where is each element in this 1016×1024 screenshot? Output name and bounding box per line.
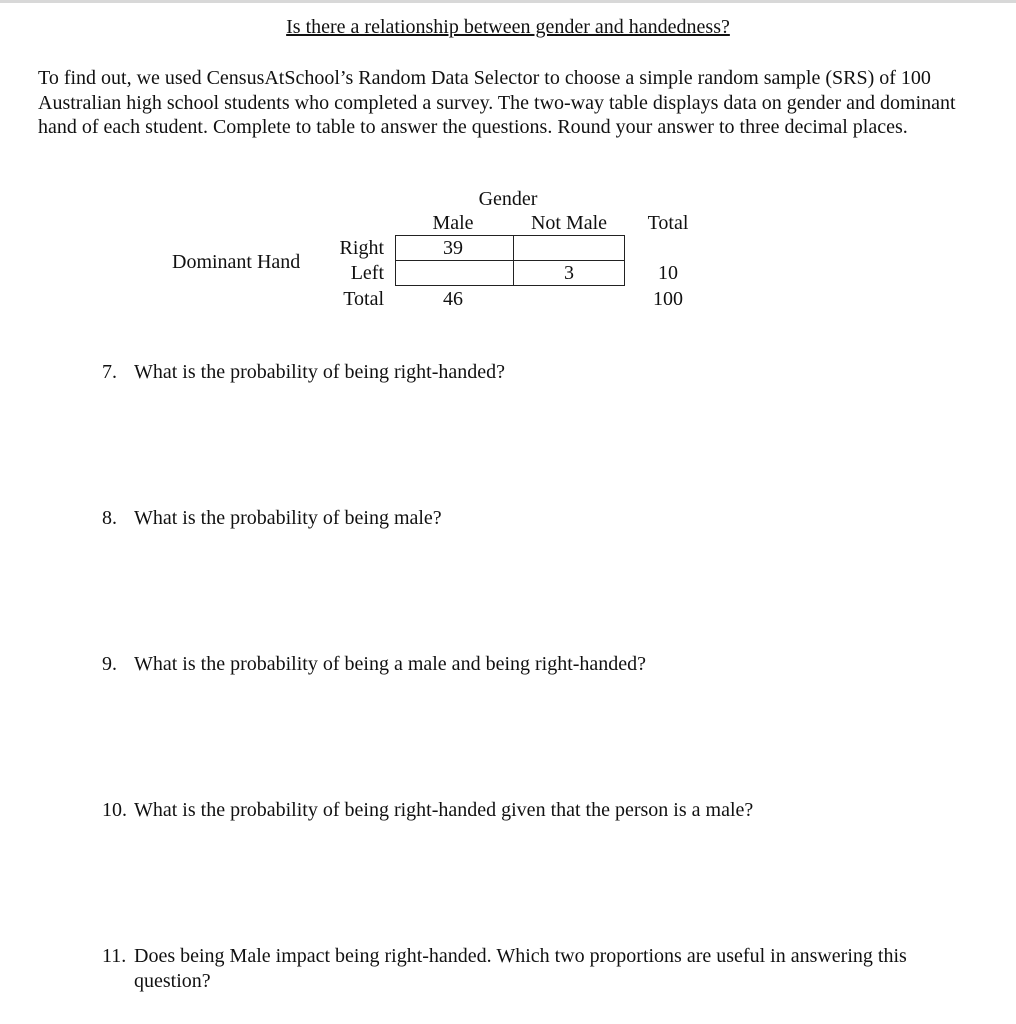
row-group-header: Dominant Hand bbox=[172, 251, 301, 273]
question-number: 11. bbox=[102, 945, 127, 967]
value-left-total: 10 bbox=[658, 262, 678, 284]
question-number: 10. bbox=[102, 799, 127, 821]
question-10 bbox=[102, 798, 972, 823]
question-text: Does being Male impact being right-handed. Which two proportions are useful in answering this question? bbox=[134, 945, 907, 992]
value-total-male: 46 bbox=[443, 288, 463, 310]
intro-paragraph: To find out, we used CensusAtSchool’s Random Data Selector to choose a simple random sample (SRS) of 100 Australian high school students who completed a survey. The two-way table displays data on gender and dominant hand of each student. Complete to table to answer the questions. Round your answer to three decimal places. bbox=[38, 67, 956, 138]
question-number: 9. bbox=[102, 653, 117, 675]
top-border bbox=[0, 0, 1016, 3]
cell-left-male-box[interactable] bbox=[395, 260, 514, 286]
value-right-male: 39 bbox=[443, 237, 463, 259]
column-header-total: Total bbox=[647, 212, 689, 234]
page-title: Is there a relationship between gender and handedness? bbox=[286, 16, 730, 38]
question-number: 7. bbox=[102, 361, 117, 383]
column-header-not-male: Not Male bbox=[530, 212, 608, 234]
question-number: 8. bbox=[102, 507, 117, 529]
question-text: What is the probability of being a male and being right-handed? bbox=[134, 653, 647, 675]
question-11 bbox=[102, 944, 972, 994]
value-left-not-male: 3 bbox=[564, 262, 574, 284]
cell-right-not-male-box[interactable] bbox=[513, 235, 625, 261]
question-text: What is the probability of being right-handed given that the person is a male? bbox=[134, 799, 754, 821]
row-label-left: Left bbox=[350, 262, 384, 284]
question-text: What is the probability of being male? bbox=[134, 507, 442, 529]
column-group-header: Gender bbox=[478, 188, 538, 210]
column-header-male: Male bbox=[432, 212, 474, 234]
question-8 bbox=[102, 506, 972, 531]
question-text: What is the probability of being right-handed? bbox=[134, 361, 506, 383]
row-label-right: Right bbox=[339, 237, 384, 259]
row-label-total: Total bbox=[343, 288, 384, 310]
value-total-total: 100 bbox=[653, 288, 683, 310]
question-9 bbox=[102, 652, 972, 677]
question-7 bbox=[102, 360, 972, 385]
